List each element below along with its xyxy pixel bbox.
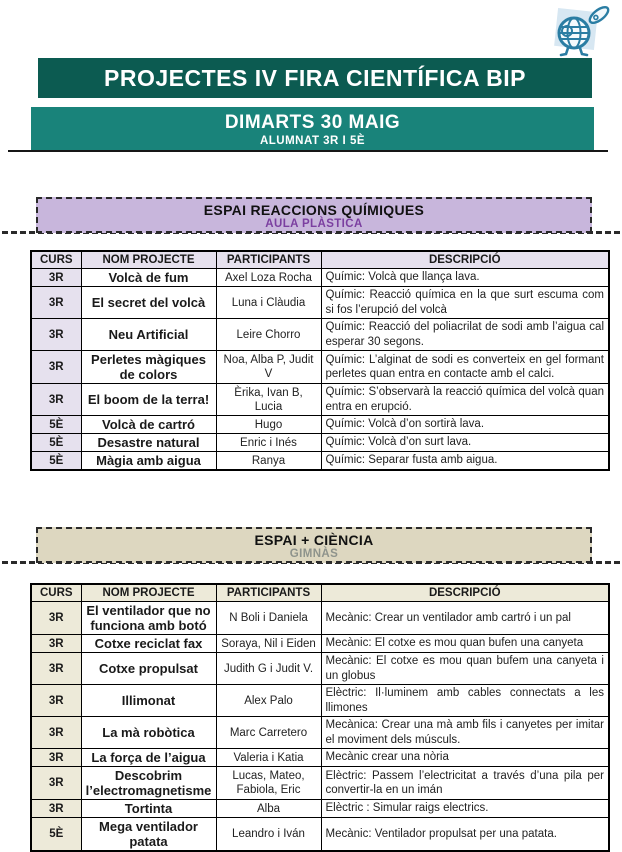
project-name-cell: El ventilador que no funciona amb botó [81, 602, 216, 635]
projects-table-quimiques [30, 250, 610, 471]
project-name-cell: Volcà de cartró [81, 416, 216, 434]
projects-table-ciencia [30, 583, 610, 852]
description-cell: Químic: Volcà d’on sortirà lava. [321, 416, 609, 434]
curs-cell: 3R [31, 717, 81, 749]
participants-cell: Leandro i Iván [216, 818, 321, 852]
curs-cell: 3R [31, 767, 81, 800]
table-row [31, 351, 609, 384]
table-row [31, 384, 609, 416]
column-header-participants: PARTICIPANTS [216, 251, 321, 269]
project-name-cell: Volcà de fum [81, 269, 216, 287]
column-header-descripcio: DESCRIPCIÓ [321, 584, 609, 602]
column-header-curs: CURS [31, 251, 81, 269]
project-name-cell: La mà robòtica [81, 717, 216, 749]
participants-cell: Alba [216, 800, 321, 818]
curs-cell: 3R [31, 351, 81, 384]
participants-cell: Soraya, Nil i Eiden [216, 635, 321, 653]
project-name-cell: Descobrim l’electromagnetisme [81, 767, 216, 800]
participants-cell: Marc Carretero [216, 717, 321, 749]
participants-cell: Alex Palo [216, 685, 321, 717]
date-line: DIMARTS 30 MAIG [224, 112, 401, 133]
description-cell: Mecànic: El cotxe es mou quan bufem una canyeta i un globus [321, 653, 609, 685]
description-cell: Elèctric : Simular raigs electrics. [321, 800, 609, 818]
curs-cell: 5È [31, 416, 81, 434]
participants-cell: Ranya [216, 452, 321, 471]
description-cell: Elèctric: Il·luminem amb cables connectats a les llimones [321, 685, 609, 717]
curs-cell: 3R [31, 287, 81, 319]
project-name-cell: La força de l’aigua [81, 749, 216, 767]
curs-cell: 3R [31, 384, 81, 416]
curs-cell: 5È [31, 434, 81, 452]
project-name-cell: Tortinta [81, 800, 216, 818]
project-name-cell: Neu Artificial [81, 319, 216, 351]
participants-cell: Hugo [216, 416, 321, 434]
table-row [31, 319, 609, 351]
participants-cell: Noa, Alba P, Judit V [216, 351, 321, 384]
table-row [31, 269, 609, 287]
participants-cell: Lucas, Mateo, Fabiola, Eric [216, 767, 321, 800]
project-name-cell: Illimonat [81, 685, 216, 717]
table-row [31, 767, 609, 800]
table-row [31, 602, 609, 635]
description-cell: Químic: Reacció química en la que surt escuma com si fos l’erupció del volcà [321, 287, 609, 319]
participants-cell: Èrika, Ivan B, Lucia [216, 384, 321, 416]
banner-underline [8, 150, 608, 152]
column-header-curs: CURS [31, 584, 81, 602]
curs-cell: 3R [31, 653, 81, 685]
description-cell: Mecànic: El cotxe es mou quan bufen una canyeta [321, 635, 609, 653]
table-row [31, 685, 609, 717]
column-header-nom-projecte: NOM PROJECTE [81, 251, 216, 269]
curs-cell: 3R [31, 319, 81, 351]
section-title: ESPAI REACCIONS QUÍMIQUES [203, 202, 425, 218]
project-name-cell: Desastre natural [81, 434, 216, 452]
table-header-row [31, 251, 609, 269]
participants-cell: Leire Chorro [216, 319, 321, 351]
description-cell: Químic: Reacció del poliacrilat de sodi amb l’aigua cal esperar 30 segons. [321, 319, 609, 351]
column-header-descripcio: DESCRIPCIÓ [321, 251, 609, 269]
project-name-cell: Mega ventilador patata [81, 818, 216, 852]
curs-cell: 5È [31, 452, 81, 471]
curs-cell: 3R [31, 602, 81, 635]
project-name-cell: El secret del volcà [81, 287, 216, 319]
curs-cell: 3R [31, 635, 81, 653]
description-cell: Químic: S’observarà la reacció química del volcà quan entra en erupció. [321, 384, 609, 416]
description-cell: Químic: Volcà que llança lava. [321, 269, 609, 287]
description-cell: Mecànic crear una nòria [321, 749, 609, 767]
description-cell: Químic: Separar fusta amb aigua. [321, 452, 609, 471]
table-header-row [31, 584, 609, 602]
section-location: AULA PLÀSTICA [265, 218, 363, 230]
project-name-cell: Cotxe propulsat [81, 653, 216, 685]
section-header-mes-ciencia [36, 527, 592, 563]
table-row [31, 818, 609, 852]
table-row [31, 800, 609, 818]
audience-line: ALUMNAT 3R I 5È [259, 135, 366, 147]
column-header-participants: PARTICIPANTS [216, 584, 321, 602]
project-name-cell: Cotxe reciclat fax [81, 635, 216, 653]
participants-cell: Axel Loza Rocha [216, 269, 321, 287]
project-name-cell: Màgia amb aigua [81, 452, 216, 471]
participants-cell: Valeria i Katia [216, 749, 321, 767]
section-title: ESPAI + CIÈNCIA [254, 532, 374, 548]
curs-cell: 3R [31, 800, 81, 818]
project-name-cell: El boom de la terra! [81, 384, 216, 416]
page-title: PROJECTES IV FIRA CIENTÍFICA BIP [38, 58, 592, 98]
description-cell: Químic: Volcà d’on surt lava. [321, 434, 609, 452]
table-row [31, 287, 609, 319]
participants-cell: Luna i Clàudia [216, 287, 321, 319]
participants-cell: Enric i Inés [216, 434, 321, 452]
description-cell: Elèctric: Passem l’electricitat a través d’una pila per convertir-la en un imán [321, 767, 609, 800]
table-row [31, 452, 609, 471]
table-row [31, 749, 609, 767]
participants-cell: N Boli i Daniela [216, 602, 321, 635]
table-row [31, 635, 609, 653]
description-cell: Mecànic: Ventilador propulsat per una patata. [321, 818, 609, 852]
table-row [31, 416, 609, 434]
table-row [31, 653, 609, 685]
date-banner [31, 107, 594, 151]
description-cell: Químic: L’alginat de sodi es converteix en gel formant perletes quan entra en contacte amb el calci. [321, 351, 609, 384]
participants-cell: Judith G i Judit V. [216, 653, 321, 685]
table-row [31, 434, 609, 452]
curs-cell: 3R [31, 749, 81, 767]
globe-rocket-doodle-icon [540, 2, 616, 60]
description-cell: Mecànica: Crear una mà amb fils i canyetes per imitar el moviment dels músculs. [321, 717, 609, 749]
description-cell: Mecànic: Crear un ventilador amb cartró i un pal [321, 602, 609, 635]
table-row [31, 717, 609, 749]
curs-cell: 5È [31, 818, 81, 852]
curs-cell: 3R [31, 685, 81, 717]
column-header-nom-projecte: NOM PROJECTE [81, 584, 216, 602]
project-name-cell: Perletes màgiques de colors [81, 351, 216, 384]
section-location: GIMNÀS [289, 548, 339, 560]
section-header-reaccions-quimiques [36, 197, 592, 233]
curs-cell: 3R [31, 269, 81, 287]
